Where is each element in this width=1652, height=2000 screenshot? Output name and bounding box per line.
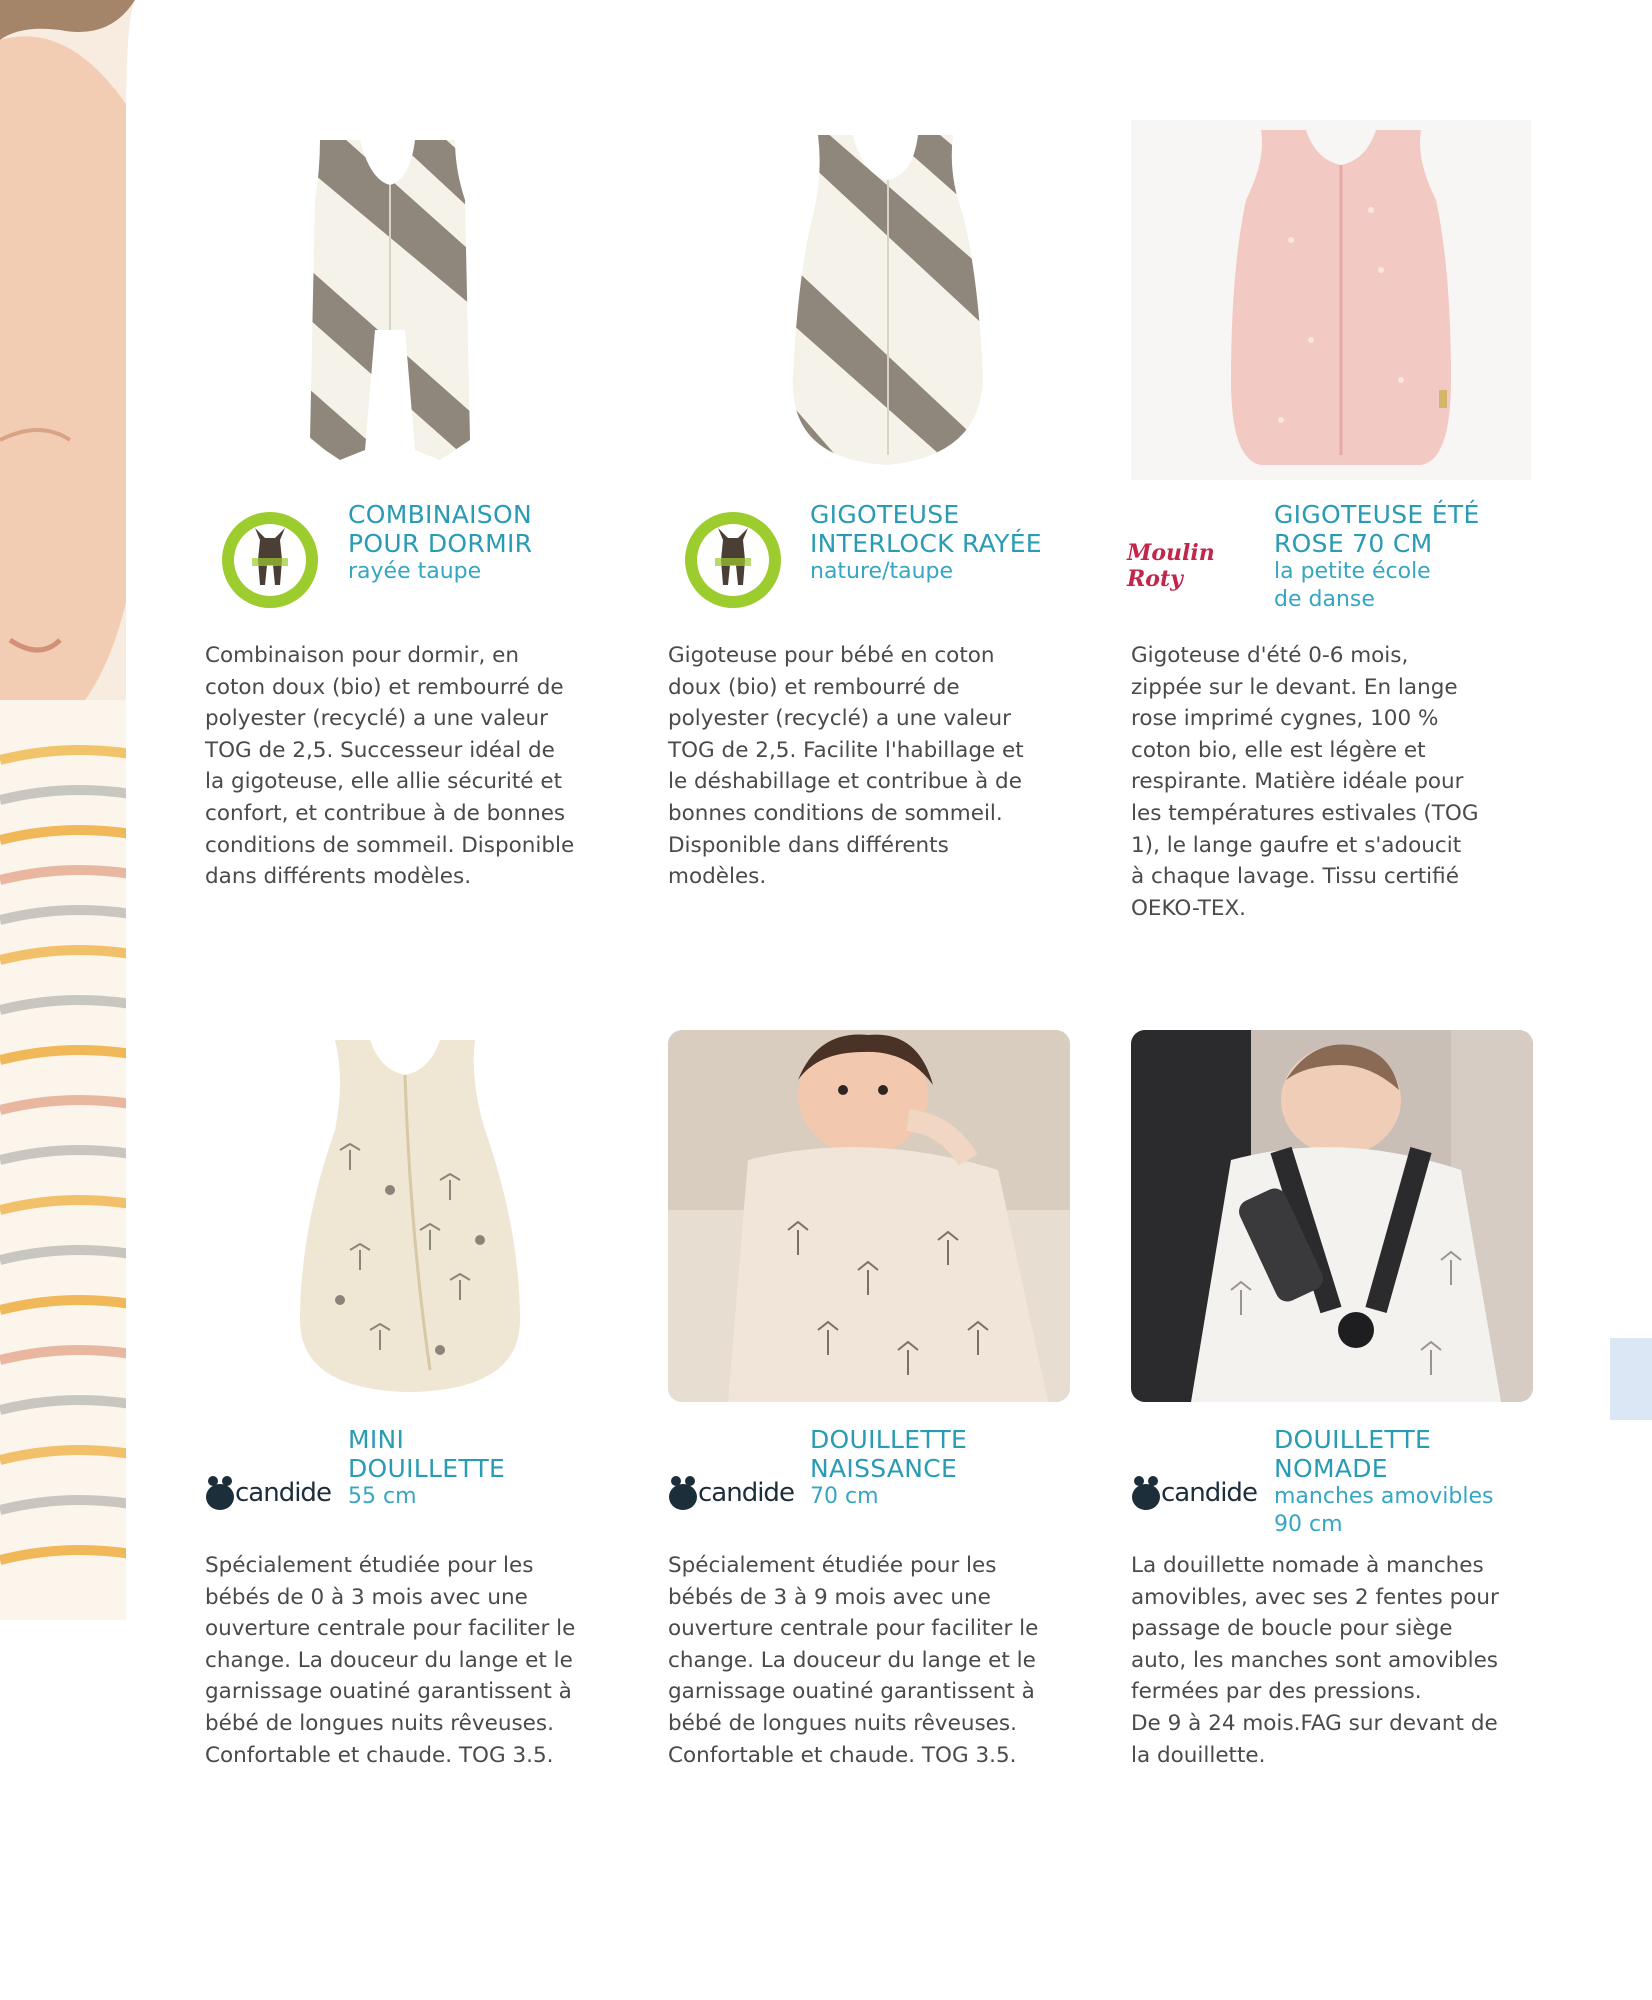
- desc-line: ouverture centrale pour faciliter le: [668, 1616, 1039, 1642]
- candide-logo-text: candide: [698, 1478, 794, 1508]
- desc-line: amovibles, avec ses 2 fentes pour: [1131, 1584, 1499, 1610]
- product-variant: manches amovibles: [1274, 1484, 1494, 1509]
- product-name-block: [1274, 1425, 1574, 1539]
- desc-line: rose imprimé cygnes, 100 %: [1131, 706, 1439, 732]
- product-variant: rayée taupe: [348, 559, 482, 584]
- desc-line: coton bio, elle est légère et: [1131, 737, 1426, 763]
- candide-logo-text: candide: [235, 1478, 331, 1508]
- baby-in-stroller-photo: [1131, 1030, 1533, 1402]
- desc-line: la gigoteuse, elle allie sécurité et: [205, 769, 563, 795]
- desc-line: De 9 à 24 mois.FAG sur devant de: [1131, 1710, 1498, 1736]
- product-name-line: DOUILLETTE: [810, 1425, 968, 1454]
- desc-line: dans différents modèles.: [205, 864, 472, 890]
- desc-line: zippée sur le devant. En lange: [1131, 674, 1458, 700]
- candide-logo-text: candide: [1161, 1478, 1257, 1508]
- desc-line: les températures estivales (TOG: [1131, 800, 1479, 826]
- product-description: [205, 1550, 615, 1771]
- page-tab-marker[interactable]: [1610, 1338, 1652, 1420]
- desc-line: La douillette nomade à manches: [1131, 1553, 1484, 1578]
- product-name-line: NAISSANCE: [810, 1454, 958, 1483]
- desc-line: bébé de longues nuits rêveuses.: [668, 1710, 1017, 1736]
- product-description: [205, 640, 615, 893]
- lassig-logo: [220, 510, 320, 610]
- product-name-line: GIGOTEUSE ÉTÉ: [1274, 500, 1480, 529]
- desc-line: Spécialement étudiée pour les: [668, 1553, 997, 1578]
- desc-line: fermées par des pressions.: [1131, 1679, 1422, 1705]
- desc-line: respirante. Matière idéale pour: [1131, 769, 1464, 795]
- candide-bear-icon: [1131, 1475, 1161, 1511]
- candide-bear-icon: [205, 1475, 235, 1511]
- product-variant: 70 cm: [810, 1484, 879, 1509]
- desc-line: passage de boucle pour siège: [1131, 1616, 1453, 1642]
- desc-line: confort, et contribue à de bonnes: [205, 800, 566, 826]
- mini-douillette-image: [290, 1030, 530, 1400]
- desc-line: bébés de 0 à 3 mois avec une: [205, 1584, 528, 1610]
- product-description: [1131, 640, 1541, 924]
- desc-line: polyester (recyclé) a une valeur: [205, 706, 548, 732]
- desc-line: bébé de longues nuits rêveuses.: [205, 1710, 554, 1736]
- product-name-block: [1274, 500, 1574, 614]
- desc-line: 1), le lange gaufre et s'adoucit: [1131, 832, 1462, 858]
- candide-logo: [668, 1475, 794, 1511]
- sleepsuit-image: [265, 130, 565, 470]
- product-name-block: [810, 1425, 1110, 1511]
- desc-line: Disponible dans différents: [668, 832, 949, 858]
- desc-line: coton doux (bio) et rembourré de: [205, 674, 564, 700]
- product-name-line: NOMADE: [1274, 1454, 1388, 1483]
- product-name-block: [348, 500, 648, 586]
- product-description: [1131, 1550, 1541, 1771]
- desc-line: bébés de 3 à 9 mois avec une: [668, 1584, 991, 1610]
- candide-logo: [205, 1475, 331, 1511]
- product-name-line: INTERLOCK RAYÉE: [810, 529, 1042, 558]
- desc-line: garnissage ouatiné garantissent à: [668, 1679, 1035, 1705]
- product-variant: nature/taupe: [810, 559, 954, 584]
- desc-line: Gigoteuse pour bébé en coton: [668, 643, 995, 668]
- sleeping-bag-image: [748, 125, 1048, 475]
- desc-line: le déshabillage et contribue à de: [668, 769, 1022, 795]
- product-name-block: [810, 500, 1110, 586]
- desc-line: TOG de 2,5. Facilite l'habillage et: [668, 737, 1024, 763]
- moulin-roty-logo-text: Moulin Roty: [1127, 540, 1215, 592]
- desc-line: bonnes conditions de sommeil.: [668, 800, 1003, 826]
- product-variant: de danse: [1274, 587, 1375, 612]
- desc-line: OEKO-TEX.: [1131, 895, 1247, 921]
- desc-line: ouverture centrale pour faciliter le: [205, 1616, 576, 1642]
- product-name-line: POUR DORMIR: [348, 529, 533, 558]
- desc-line: garnissage ouatiné garantissent à: [205, 1679, 572, 1705]
- product-variant: 90 cm: [1274, 1512, 1343, 1537]
- desc-line: doux (bio) et rembourré de: [668, 674, 960, 700]
- desc-line: Gigoteuse d'été 0-6 mois,: [1131, 643, 1409, 668]
- desc-line: TOG de 2,5. Successeur idéal de: [205, 737, 555, 763]
- product-name-line: GIGOTEUSE: [810, 500, 960, 529]
- product-description: [668, 1550, 1078, 1771]
- product-description: [668, 640, 1078, 893]
- product-name-block: [348, 1425, 648, 1511]
- desc-line: Confortable et chaude. TOG 3.5.: [668, 1742, 1017, 1768]
- desc-line: à chaque lavage. Tissu certifié: [1131, 864, 1459, 890]
- desc-line: modèles.: [668, 864, 767, 890]
- product-name-line: COMBINAISON: [348, 500, 532, 529]
- lassig-logo: [683, 510, 783, 610]
- desc-line: polyester (recyclé) a une valeur: [668, 706, 1011, 732]
- product-name-line: DOUILLETTE: [1274, 1425, 1432, 1454]
- desc-line: la douillette.: [1131, 1742, 1266, 1768]
- product-variant: 55 cm: [348, 1484, 417, 1509]
- candide-bear-icon: [668, 1475, 698, 1511]
- desc-line: auto, les manches sont amovibles: [1131, 1647, 1499, 1673]
- product-variant: la petite école: [1274, 559, 1431, 584]
- product-name-line: ROSE 70 CM: [1274, 529, 1433, 558]
- baby-in-douillette-photo: [668, 1030, 1070, 1402]
- product-name-line: MINI: [348, 1425, 405, 1454]
- baby-sleeping-photo: [0, 0, 160, 1620]
- candide-logo: [1131, 1475, 1257, 1511]
- desc-line: change. La douceur du lange et le: [668, 1647, 1036, 1673]
- desc-line: Combinaison pour dormir, en: [205, 643, 519, 668]
- pink-sleeping-bag-image: [1131, 120, 1531, 480]
- desc-line: Spécialement étudiée pour les: [205, 1553, 534, 1578]
- desc-line: Confortable et chaude. TOG 3.5.: [205, 1742, 554, 1768]
- desc-line: change. La douceur du lange et le: [205, 1647, 573, 1673]
- moulin-roty-logo: [1127, 540, 1215, 592]
- product-name-line: DOUILLETTE: [348, 1454, 506, 1483]
- desc-line: conditions de sommeil. Disponible: [205, 832, 575, 858]
